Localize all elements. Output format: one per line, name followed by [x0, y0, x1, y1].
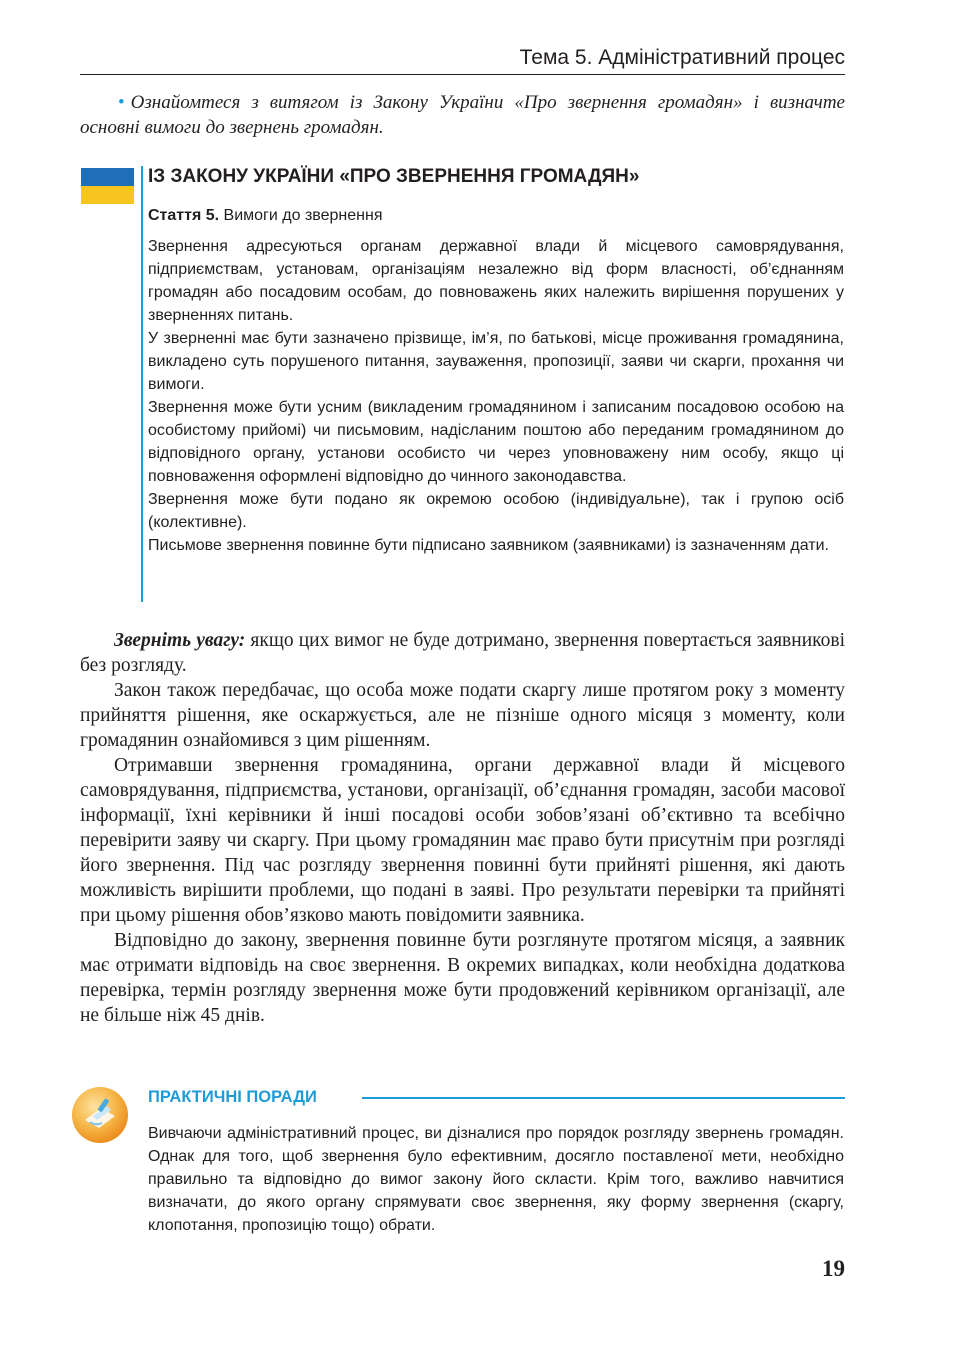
law-paragraph: У зверненні має бути зазначено прізвище, ім’я, по батькові, місце проживання громадянина, викладено суть порушеного питання, зауваження, пропозиції, заяви чи скарги, прохання чи вимоги.	[148, 330, 844, 393]
article-label: Стаття 5.	[148, 207, 220, 224]
task-instruction	[80, 90, 845, 140]
law-excerpt-title: ІЗ ЗАКОНУ УКРАЇНИ «ПРО ЗВЕРНЕННЯ ГРОМАДЯН»	[148, 166, 640, 187]
attention-paragraph	[80, 628, 845, 678]
practical-tips-icon	[71, 1086, 129, 1144]
law-excerpt-body	[148, 235, 844, 557]
tips-rule	[362, 1097, 845, 1099]
article-name: Вимоги до звернення	[223, 207, 383, 224]
law-paragraph: Звернення може бути подано як окремою особою (індивідуальне), так і групою осіб (колективне).	[148, 491, 844, 531]
tips-title: ПРАКТИЧНІ ПОРАДИ	[148, 1088, 317, 1106]
attention-label: Зверніть увагу:	[114, 630, 246, 651]
flag-yellow-stripe	[81, 186, 134, 204]
tips-text: Вивчаючи адміністративний процес, ви дізналися про порядок розгляду звернень громадян. Однак для того, щоб звернення було ефективним, досягло поставленої мети, необхідно правильно та відповідно до вимог закону його скласти. Крім того, важливо навчитися визначати, до якого органу спрямувати своє звернення, яку форму звернення (скаргу, клопотання, пропозицію тощо) обрати.	[148, 1125, 844, 1234]
attention-text: якщо цих вимог не буде дотримано, звернення повертається заявникові без розгляду.	[80, 630, 845, 676]
task-text: Ознайомтеся з витягом із Закону України «Про звернення громадян» і визначте основні вимоги до звернень громадян.	[80, 92, 845, 138]
law-excerpt-bar	[141, 166, 143, 602]
ukraine-flag-icon	[81, 168, 134, 204]
header-rule	[80, 74, 845, 75]
main-text	[80, 628, 845, 1028]
body-paragraph: Отримавши звернення громадянина, органи державної влади й місцевого самоврядування, підприємства, установи, організації, об’єднання громадян, засоби масової інформації, їхні керівники й інші посадові особи зобов’язані об’єктивно та всебічно перевірити заяву чи скаргу. При цьому громадянин має право бути присутнім при розгляді його звернення. Під час розгляду звернення повинні бути прийняті рішення, які дають можливість вирішити проблеми, що подані в заяві. Про результати перевірки та прийняті при цьому рішення обов’язково мають повідомити заявника.	[80, 755, 845, 926]
body-paragraph: Відповідно до закону, звернення повинне бути розглянуте протягом місяця, а заявник має отримати відповідь на своє звернення. В окремих випадках, коли необхідна додаткова перевірка, термін розгляду звернення може бути продовжений керівником організації, але не більше ніж 45 днів.	[80, 930, 845, 1026]
law-paragraph: Письмове звернення повинне бути підписано заявником (заявниками) із зазначенням дати.	[148, 537, 829, 554]
body-paragraph: Закон також передбачає, що особа може подати скаргу лише протягом року з моменту прийняття рішення, яке оскаржується, але не пізніше одного місяця з моменту, коли громадянин ознайомився з цим рішенням.	[80, 680, 845, 751]
law-paragraph: Звернення може бути усним (викладеним громадянином і записаним посадовою особою на особистому прийомі) чи письмовим, надісланим поштою або переданим громадянином до відповідного органу, установи особисто чи через уповноважену ним особу, якщо ці повноваження оформлені відповідно до чинного законодавства.	[148, 399, 844, 485]
article-heading	[148, 207, 382, 225]
page-number: 19	[822, 1256, 845, 1281]
running-header: Тема 5. Адміністративний процес	[519, 46, 845, 69]
law-paragraph: Звернення адресуються органам державної влади й місцевого самоврядування, підприємствам, установам, організаціям незалежно від форм власності, об’єднанням громадян або посадовим особам, до повноважень яких належить вирішення порушених у зверненнях питань.	[148, 238, 844, 324]
flag-blue-stripe	[81, 168, 134, 186]
bullet-icon: •	[118, 92, 125, 113]
